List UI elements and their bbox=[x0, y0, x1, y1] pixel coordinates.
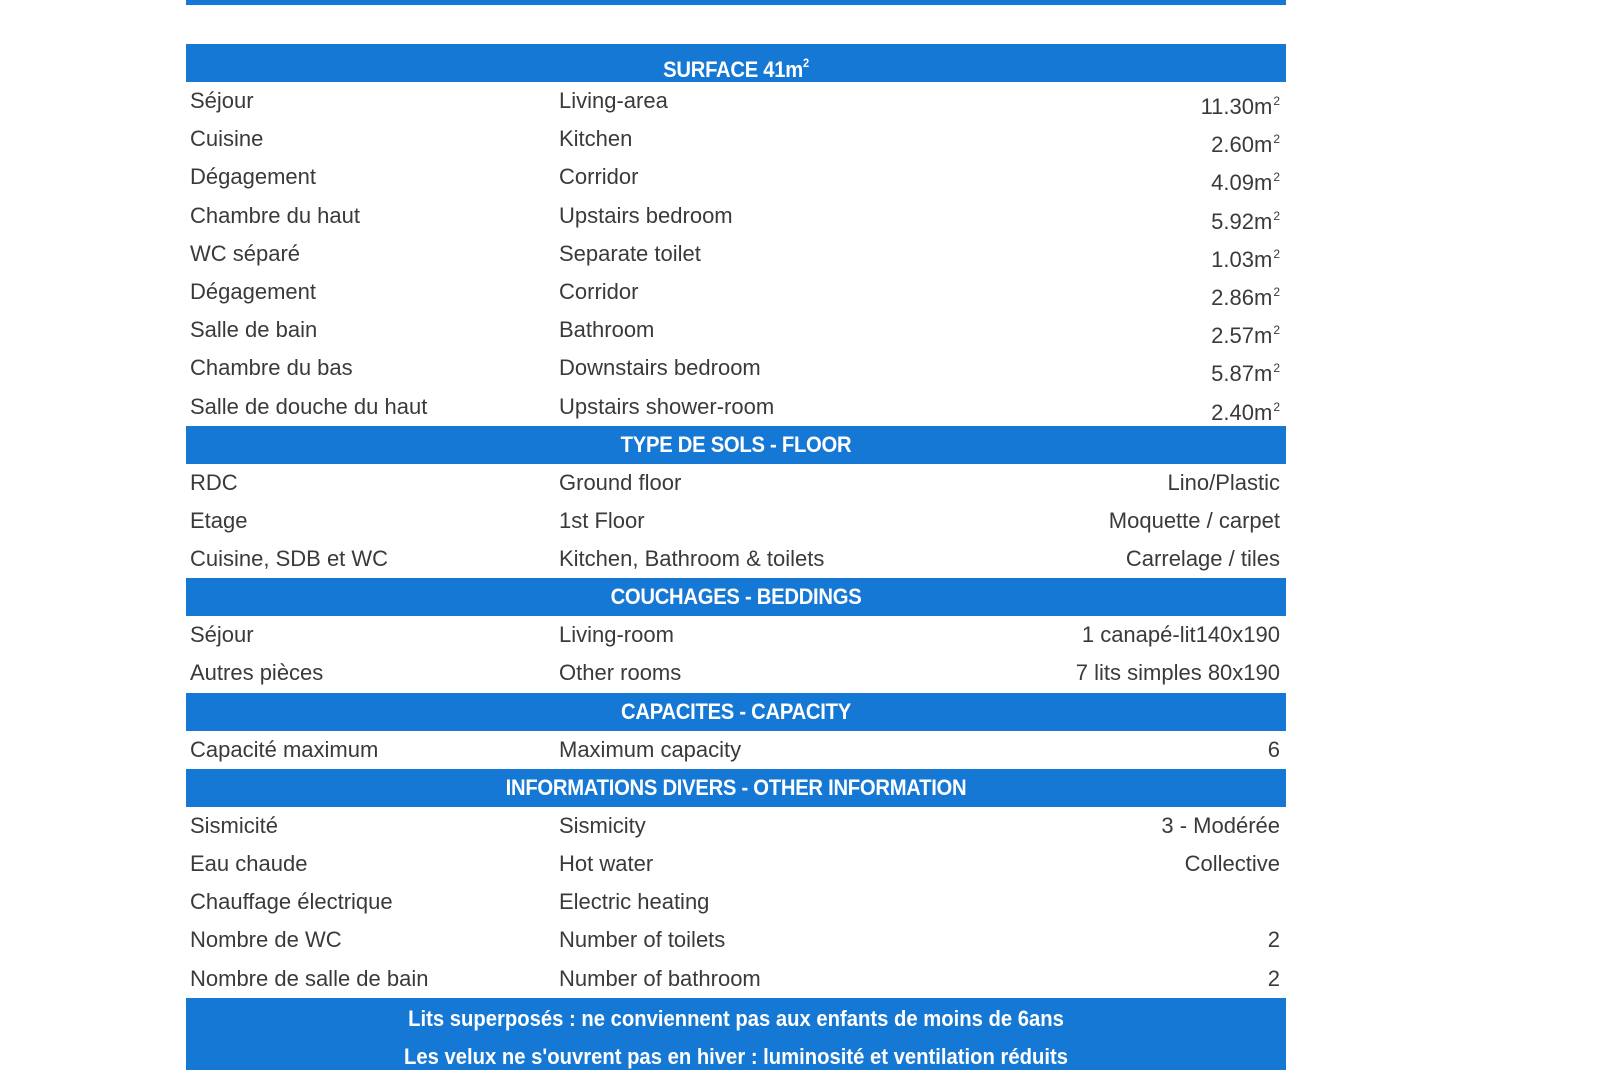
room-name-en: Separate toilet bbox=[559, 240, 701, 266]
room-name-en: Living-area bbox=[559, 88, 668, 113]
table-row bbox=[186, 464, 1286, 502]
floor-header bbox=[186, 426, 1286, 464]
room-name-fr: Chambre du bas bbox=[190, 355, 353, 381]
surface-title-sup: 2 bbox=[802, 56, 809, 70]
info-label-fr: Nombre de salle de bain bbox=[190, 965, 429, 991]
warning-notice bbox=[186, 998, 1286, 1070]
info-value: 2 bbox=[1267, 927, 1280, 953]
info-label-en: Hot water bbox=[559, 851, 654, 876]
room-name-en: Upstairs bedroom bbox=[559, 202, 733, 228]
beddings-header bbox=[186, 578, 1286, 616]
room-name-fr: Dégagement bbox=[190, 278, 316, 304]
bedding-value: 7 lits simples 80x190 bbox=[1075, 660, 1280, 686]
room-name-en: Kitchen bbox=[559, 126, 633, 152]
room-name-fr: Dégagement bbox=[190, 164, 316, 190]
table-row bbox=[186, 540, 1286, 578]
room-name-en: Bathroom bbox=[559, 317, 655, 343]
room-area-value: 11.30m bbox=[1200, 94, 1273, 119]
property-info-sheet bbox=[186, 44, 1286, 1070]
area-unit-sup: 2 bbox=[1273, 399, 1280, 414]
table-row bbox=[186, 654, 1286, 692]
room-area-value: 2.40m bbox=[1211, 399, 1273, 425]
room-area-value: 5.92m bbox=[1211, 208, 1273, 234]
info-label-en: Electric heating bbox=[559, 889, 710, 915]
notice-line-bunk-beds: Lits superposés : ne conviennent pas aux enfants de moins de 6ans bbox=[408, 1005, 1064, 1031]
floor-label-en: 1st Floor bbox=[559, 507, 645, 533]
surface-title: SURFACE 41m bbox=[663, 57, 803, 82]
top-divider-bar bbox=[186, 0, 1286, 5]
info-label-en: Number of toilets bbox=[559, 927, 726, 953]
info-label-fr: Sismicité bbox=[190, 812, 279, 838]
info-label-en: Number of bathroom bbox=[559, 965, 761, 991]
other-info-header bbox=[186, 769, 1286, 807]
room-area-value: 2.60m bbox=[1211, 132, 1273, 158]
floor-value: Lino/Plastic bbox=[1167, 469, 1280, 495]
area-unit-sup: 2 bbox=[1273, 323, 1280, 338]
info-label-fr: Eau chaude bbox=[190, 851, 308, 876]
table-row bbox=[186, 197, 1286, 235]
capacity-value: 6 bbox=[1267, 736, 1280, 762]
capacity-label-en: Maximum capacity bbox=[559, 736, 742, 762]
info-label-fr: Chauffage électrique bbox=[190, 889, 393, 915]
room-name-en: Upstairs shower-room bbox=[559, 393, 775, 419]
capacity-label-fr: Capacité maximum bbox=[190, 736, 379, 762]
room-name-en: Downstairs bedroom bbox=[559, 355, 761, 381]
table-row bbox=[186, 807, 1286, 845]
table-row bbox=[186, 960, 1286, 998]
room-area-value: 2.57m bbox=[1211, 323, 1273, 349]
area-unit-sup: 2 bbox=[1273, 361, 1280, 376]
floor-label-en: Ground floor bbox=[559, 469, 682, 495]
room-name-fr: Salle de bain bbox=[190, 317, 318, 343]
surface-header bbox=[186, 44, 1286, 82]
bedding-label-en: Living-room bbox=[559, 622, 674, 648]
info-value: 3 - Modérée bbox=[1161, 812, 1280, 838]
floor-title: TYPE DE SOLS - FLOOR bbox=[230, 426, 1242, 464]
room-area-value: 4.09m bbox=[1211, 170, 1273, 196]
room-area-value: 2.86m bbox=[1211, 284, 1273, 310]
table-row bbox=[186, 388, 1286, 426]
table-row bbox=[186, 921, 1286, 959]
table-row bbox=[186, 883, 1286, 921]
room-area-value: 1.03m bbox=[1211, 246, 1273, 272]
table-row bbox=[186, 273, 1286, 311]
capacity-title: CAPACITES - CAPACITY bbox=[230, 693, 1242, 731]
area-unit-sup: 2 bbox=[1273, 132, 1280, 147]
room-name-fr: Salle de douche du haut bbox=[190, 393, 428, 419]
notice-line-skylights: Les velux ne s'ouvrent pas en hiver : luminosité et ventilation réduits bbox=[404, 1043, 1068, 1069]
floor-label-fr: Etage bbox=[190, 507, 248, 533]
bedding-label-en: Other rooms bbox=[559, 660, 682, 686]
room-name-en: Corridor bbox=[559, 278, 639, 304]
room-name-en: Corridor bbox=[559, 164, 639, 190]
room-name-fr: Séjour bbox=[190, 88, 254, 113]
floor-label-en: Kitchen, Bathroom & toilets bbox=[559, 546, 825, 572]
info-value: Collective bbox=[1184, 851, 1280, 876]
area-unit-sup: 2 bbox=[1273, 284, 1280, 299]
bedding-label-fr: Autres pièces bbox=[190, 660, 324, 686]
table-row bbox=[186, 349, 1286, 387]
table-row bbox=[186, 845, 1286, 883]
surface-rows bbox=[186, 82, 1286, 426]
room-area-value: 5.87m bbox=[1211, 361, 1273, 387]
table-row bbox=[186, 235, 1286, 273]
other-info-title: INFORMATIONS DIVERS - OTHER INFORMATION bbox=[230, 769, 1242, 807]
area-unit-sup: 2 bbox=[1273, 94, 1280, 108]
room-name-fr: Cuisine bbox=[190, 126, 264, 152]
bedding-label-fr: Séjour bbox=[190, 622, 254, 648]
capacity-header bbox=[186, 693, 1286, 731]
floor-label-fr: RDC bbox=[190, 469, 238, 495]
floor-value: Carrelage / tiles bbox=[1125, 546, 1280, 572]
info-value: 2 bbox=[1267, 965, 1280, 991]
capacity-rows bbox=[186, 731, 1286, 769]
bedding-value: 1 canapé-lit140x190 bbox=[1081, 622, 1280, 648]
other-info-rows bbox=[186, 807, 1286, 998]
table-row bbox=[186, 731, 1286, 769]
area-unit-sup: 2 bbox=[1273, 246, 1280, 261]
info-label-en: Sismicity bbox=[559, 812, 646, 838]
floor-rows bbox=[186, 464, 1286, 579]
room-name-fr: WC séparé bbox=[190, 240, 301, 266]
table-row bbox=[186, 120, 1286, 158]
table-row bbox=[186, 616, 1286, 654]
table-row bbox=[186, 82, 1286, 120]
floor-label-fr: Cuisine, SDB et WC bbox=[190, 546, 389, 572]
info-label-fr: Nombre de WC bbox=[190, 927, 342, 953]
floor-value: Moquette / carpet bbox=[1108, 507, 1280, 533]
table-row bbox=[186, 502, 1286, 540]
table-row bbox=[186, 311, 1286, 349]
beddings-rows bbox=[186, 616, 1286, 692]
area-unit-sup: 2 bbox=[1273, 170, 1280, 185]
area-unit-sup: 2 bbox=[1273, 208, 1280, 223]
room-name-fr: Chambre du haut bbox=[190, 202, 360, 228]
table-row bbox=[186, 158, 1286, 196]
beddings-title: COUCHAGES - BEDDINGS bbox=[230, 578, 1242, 616]
